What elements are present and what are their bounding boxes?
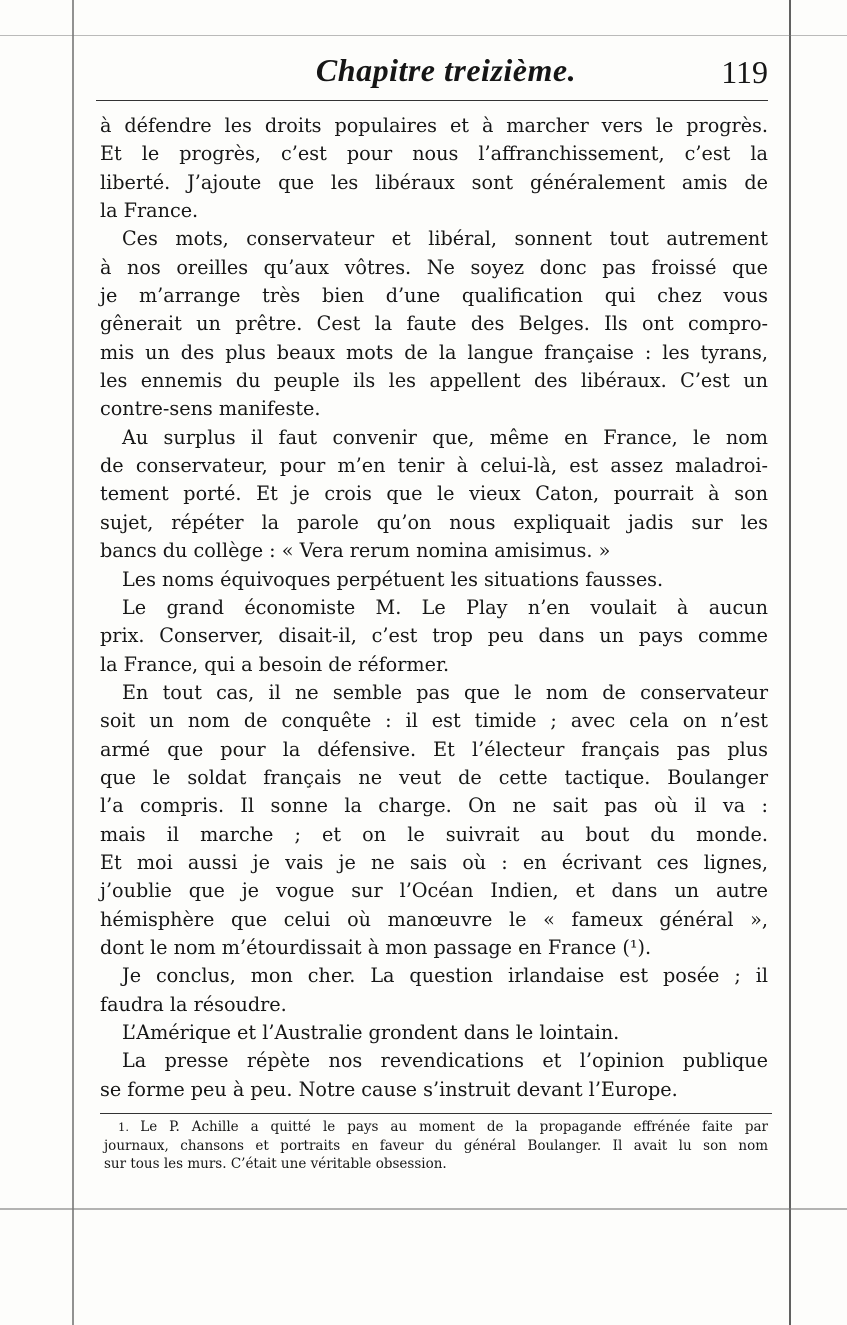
text-line: tement porté. Et je crois que le vieux Caton, pourrait à son <box>100 482 768 506</box>
scan-edge-left <box>72 0 74 1325</box>
text-line: à nos oreilles qu’aux vôtres. Ne soyez donc pas froissé que <box>100 255 768 279</box>
footnote-text: Le P. Achille a quitté le pays au moment de la propagande effrénée faite par <box>140 1119 768 1135</box>
text-line: se forme peu à peu. Notre cause s’instruit devant l’Europe. <box>100 1077 678 1101</box>
text-line: je m’arrange très bien d’une qualification qui chez vous <box>100 284 768 308</box>
scan-edge-top <box>0 35 847 36</box>
footnote <box>104 1118 768 1174</box>
text-line: la France, qui a besoin de réformer. <box>100 652 450 676</box>
scan-edge-right <box>789 0 791 1325</box>
text-line: Les noms équivoques perpétuent les situations fausses. <box>122 567 664 591</box>
text-line: L’Amérique et l’Australie grondent dans le lointain. <box>122 1021 620 1044</box>
text-line: à défendre les droits populaires et à marcher vers le progrès. <box>100 114 768 137</box>
text-line: l’a compris. Il sonne la charge. On ne sait pas où il va : <box>100 794 768 818</box>
text-line: Ces mots, conservateur et libéral, sonnent tout autrement <box>122 227 768 251</box>
footnote-line: sur tous les murs. C’était une véritable obsession. <box>104 1156 447 1172</box>
text-line: Et moi aussi je vais je ne sais où : en écrivant ces lignes, <box>100 850 768 874</box>
footnote-number: 1. <box>118 1120 141 1134</box>
text-line: sujet, répéter la parole qu’on nous expliquait jadis sur les <box>100 510 768 534</box>
text-line: mais il marche ; et on le suivrait au bout du monde. <box>100 822 768 846</box>
text-line: hémisphère que celui où manœuvre le « fameux général », <box>100 907 768 931</box>
text-line: gênerait un prêtre. Cest la faute des Belges. Ils ont compro- <box>100 312 768 336</box>
text-line: contre-sens manifeste. <box>100 397 321 421</box>
text-line: prix. Conserver, disait-il, c’est trop peu dans un pays comme <box>100 624 768 648</box>
text-line: mis un des plus beaux mots de la langue française : les tyrans, <box>100 340 768 364</box>
footnote-line: journaux, chansons et portraits en faveur du général Boulanger. Il avait lu son nom <box>104 1137 768 1154</box>
chapter-title: Chapitre treizième. <box>315 52 577 88</box>
text-line: Je conclus, mon cher. La question irlandaise est posée ; il <box>122 964 768 988</box>
text-line: Au surplus il faut convenir que, même en France, le nom <box>122 425 768 449</box>
page-number: 119 <box>721 54 768 90</box>
text-line: les ennemis du peuple ils les appellent des libéraux. C’est un <box>100 369 768 393</box>
text-line: Et le progrès, c’est pour nous l’affranchissement, c’est la <box>100 142 768 166</box>
text-line: de conservateur, pour m’en tenir à celui-là, est assez maladroi- <box>100 454 768 478</box>
text-line: bancs du collège : « Vera rerum nomina amisimus. » <box>100 539 611 563</box>
text-line: soit un nom de conquête : il est timide ; avec cela on n’est <box>100 709 768 733</box>
text-line: armé que pour la défensive. Et l’électeur français pas plus <box>100 737 768 761</box>
text-line: dont le nom m’étourdissait à mon passage en France (¹). <box>100 935 652 959</box>
text-line: La presse répète nos revendications et l’opinion publique <box>122 1049 768 1073</box>
text-line: la France. <box>100 199 199 223</box>
scan-edge-bottom <box>0 1208 847 1210</box>
text-line: En tout cas, il ne semble pas que le nom de conservateur <box>122 680 768 704</box>
footnote-rule <box>100 1113 772 1114</box>
text-line: faudra la résoudre. <box>100 992 287 1016</box>
text-line: Le grand économiste M. Le Play n’en voulait à aucun <box>122 595 768 619</box>
body-text <box>100 112 768 1104</box>
page-header <box>96 52 768 96</box>
text-line: liberté. J’ajoute que les libéraux sont généralement amis de <box>100 170 768 194</box>
text-line: que le soldat français ne veut de cette tactique. Boulanger <box>100 765 768 789</box>
footnote-line <box>104 1118 768 1137</box>
text-line: j’oublie que je vogue sur l’Océan Indien, et dans un autre <box>100 879 768 903</box>
header-rule <box>96 100 768 101</box>
